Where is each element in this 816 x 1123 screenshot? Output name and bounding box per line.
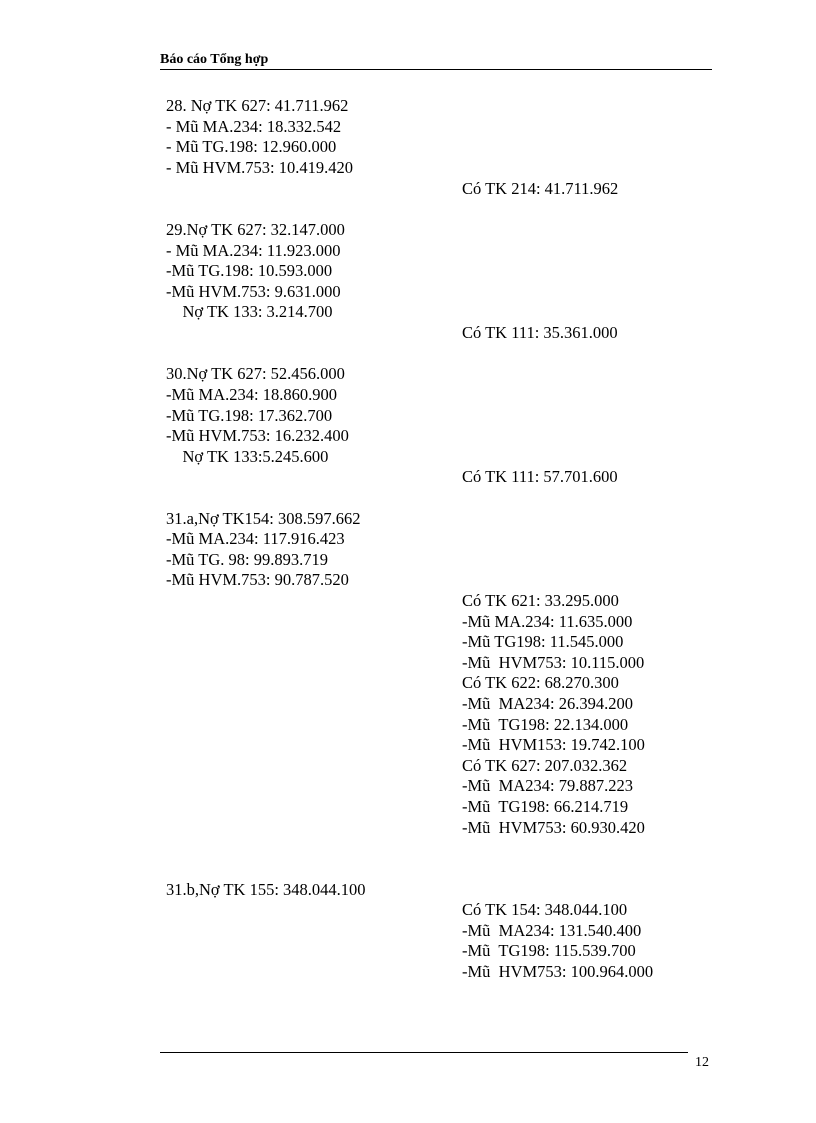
entry-31a-credit-9: -Mũ MA234: 79.887.223 bbox=[462, 776, 633, 795]
entry-31b-line-0: 31.b,Nợ TK 155: 348.044.100 bbox=[166, 880, 366, 899]
entry-31a-credit-11: -Mũ HVM753: 60.930.420 bbox=[462, 818, 645, 837]
entry-31b-credit-2: -Mũ TG198: 115.539.700 bbox=[462, 941, 636, 960]
entry-29-line-0: 29.Nợ TK 627: 32.147.000 bbox=[166, 220, 345, 239]
entry-31a-credit-8: Có TK 627: 207.032.362 bbox=[462, 756, 628, 775]
page-number: 12 bbox=[695, 1055, 709, 1070]
entry-31a-line-0: 31.a,Nợ TK154: 308.597.662 bbox=[166, 509, 361, 528]
entry-28-line-0: 28. Nợ TK 627: 41.711.962 bbox=[166, 96, 349, 115]
entry-31a-line-3: -Mũ HVM.753: 90.787.520 bbox=[166, 570, 349, 589]
entry-31b-credit-3: -Mũ HVM753: 100.964.000 bbox=[462, 962, 654, 981]
entry-30-line-0: 30.Nợ TK 627: 52.456.000 bbox=[166, 364, 345, 383]
page-header bbox=[160, 50, 712, 70]
entry-31b-credit-0: Có TK 154: 348.044.100 bbox=[462, 900, 628, 919]
entry-31a-credit-4: Có TK 622: 68.270.300 bbox=[462, 673, 619, 692]
entry-31a-credit-0: Có TK 621: 33.295.000 bbox=[462, 591, 619, 610]
entry-31a-credit-2: -Mũ TG198: 11.545.000 bbox=[462, 632, 624, 651]
entry-31a-credit-6: -Mũ TG198: 22.134.000 bbox=[462, 715, 629, 734]
entry-28-line-3: - Mũ HVM.753: 10.419.420 bbox=[166, 158, 354, 177]
entry-30-credit-0: Có TK 111: 57.701.600 bbox=[462, 467, 618, 486]
entry-29-credit-0: Có TK 111: 35.361.000 bbox=[462, 323, 618, 342]
entry-29-line-1: - Mũ MA.234: 11.923.000 bbox=[166, 241, 341, 260]
footer-rule bbox=[160, 1052, 688, 1053]
header-title: Báo cáo Tổng hợp bbox=[160, 52, 269, 67]
entry-31a-credit-7: -Mũ HVM153: 19.742.100 bbox=[462, 735, 645, 754]
entry-28-line-1: - Mũ MA.234: 18.332.542 bbox=[166, 117, 342, 136]
entry-31a-line-2: -Mũ TG. 98: 99.893.719 bbox=[166, 550, 328, 569]
entry-30-line-3: -Mũ HVM.753: 16.232.400 bbox=[166, 426, 349, 445]
entry-29-line-3: -Mũ HVM.753: 9.631.000 bbox=[166, 282, 341, 301]
entry-30-line-2: -Mũ TG.198: 17.362.700 bbox=[166, 406, 333, 425]
entry-30-line-4: Nợ TK 133:5.245.600 bbox=[166, 447, 329, 466]
entry-31a-line-1: -Mũ MA.234: 117.916.423 bbox=[166, 529, 345, 548]
entry-30-line-1: -Mũ MA.234: 18.860.900 bbox=[166, 385, 337, 404]
entry-29-line-4: Nợ TK 133: 3.214.700 bbox=[166, 302, 333, 321]
entry-31b-credit-1: -Mũ MA234: 131.540.400 bbox=[462, 921, 642, 940]
entry-29-line-2: -Mũ TG.198: 10.593.000 bbox=[166, 261, 333, 280]
entry-28-line-2: - Mũ TG.198: 12.960.000 bbox=[166, 137, 337, 156]
entry-31a-credit-1: -Mũ MA.234: 11.635.000 bbox=[462, 612, 633, 631]
entry-31a-credit-10: -Mũ TG198: 66.214.719 bbox=[462, 797, 629, 816]
entry-31a-credit-3: -Mũ HVM753: 10.115.000 bbox=[462, 653, 645, 672]
entry-28-credit-0: Có TK 214: 41.711.962 bbox=[462, 179, 619, 198]
entry-31a-credit-5: -Mũ MA234: 26.394.200 bbox=[462, 694, 633, 713]
